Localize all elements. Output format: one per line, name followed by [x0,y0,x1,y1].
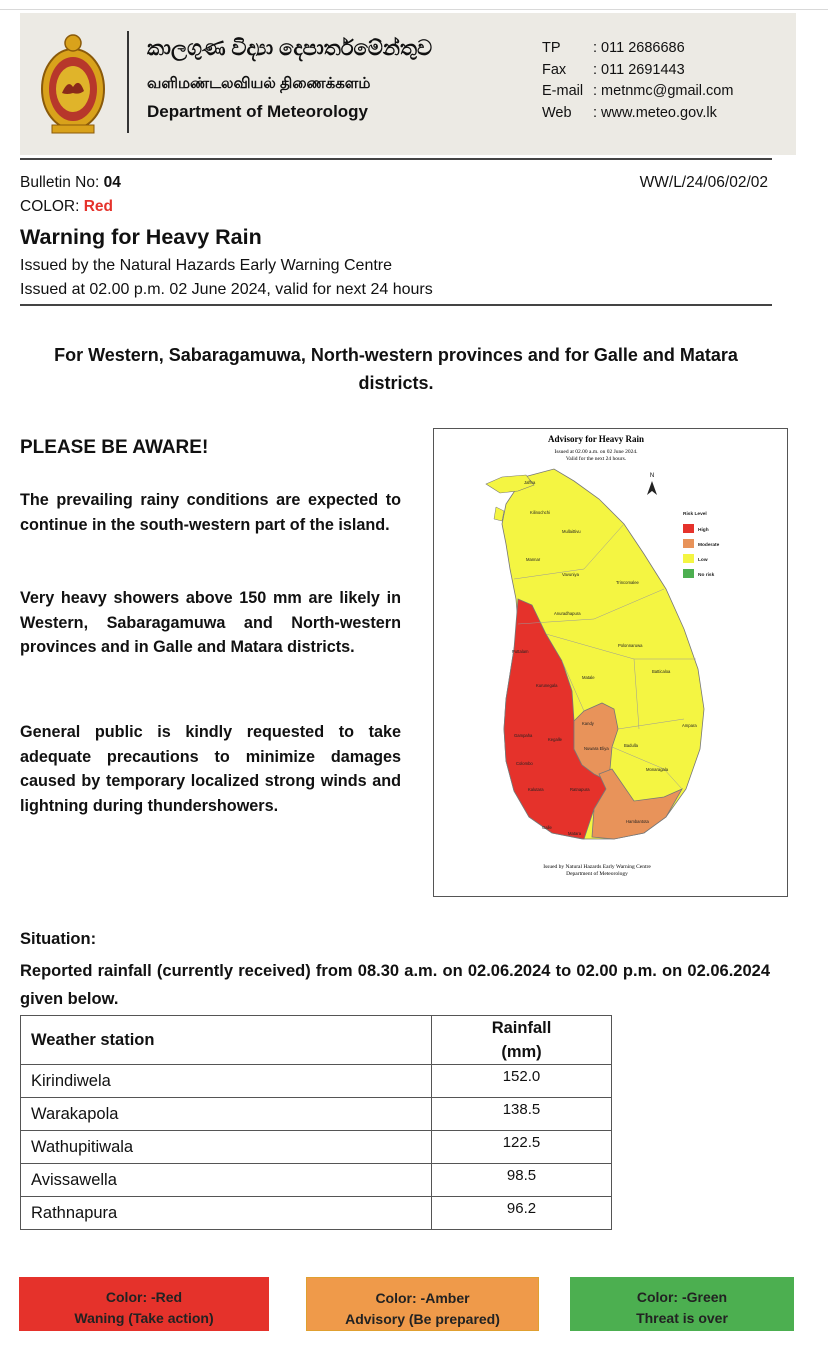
rainfall-table [20,1015,612,1230]
affected-areas: For Western, Sabaragamuwa, North-western provinces and for Galle and Matara districts. [54,345,738,393]
station-cell: Wathupitiwala [21,1131,432,1164]
table-header-row [21,1016,612,1065]
legend-box-title: Color: -Amber [375,1290,470,1306]
district-label: Monaragala [646,767,669,772]
legend-box-text: Waning (Take action) [74,1310,214,1326]
district-label: Matale [582,675,595,680]
risk-legend-title: Risk Level [683,512,707,517]
contact-row [542,38,733,60]
contact-row [542,103,733,125]
table-row [21,1098,612,1131]
map-footer-centre: Issued by Natural Hazards Early Warning Centre [543,864,651,870]
station-cell: Warakapola [21,1098,432,1131]
legend-box-title: Color: -Green [636,1289,728,1305]
table-row [21,1164,612,1197]
district-label: Ampara [682,723,697,728]
header-rule [20,158,772,160]
dept-name-english: Department of Meteorology [147,102,369,121]
bulletin-number-value: 04 [103,174,121,191]
north-arrow-icon [647,481,657,495]
map-title: Advisory for Heavy Rain [547,434,645,444]
meta-rule [20,304,772,306]
district-label: Gampaha [514,733,533,738]
district-label: Batticaloa [652,669,671,674]
district-label: Anuradhapura [554,611,581,616]
legend-box-amber [306,1277,539,1331]
legend-box-red [19,1277,269,1331]
rainfall-cell: 138.5 [432,1098,612,1131]
district-label: Mullaittivu [562,529,581,534]
rainfall-cell: 98.5 [432,1164,612,1197]
paragraph-conditions: The prevailing rainy conditions are expected to continue in the south-western part of the island. [20,491,401,534]
advisory-map-svg [434,429,787,896]
contact-key: Web [542,104,572,121]
dept-name-tamil: வளிமண்டலவியல் திணைக்களம் [147,75,371,92]
district-label: Jaffna [524,480,536,485]
table-row [21,1131,612,1164]
sri-lanka-emblem-icon [40,31,106,141]
map-region-low [494,507,504,521]
rainfall-header-line1: Rainfall [491,1019,552,1037]
legend-box-green [570,1277,794,1331]
risk-label: No risk [698,573,715,578]
dept-name-sinhala: කාලගුණ විද්‍යා දෙපාර්තමේන්තුව [147,37,433,60]
station-cell: Rathnapura [21,1197,432,1230]
rainfall-cell: 152.0 [432,1065,612,1098]
bulletin-color [20,198,113,216]
district-label: Polonnaruwa [618,643,643,648]
bulletin-number [20,174,121,192]
district-label: Ratnapura [570,787,590,792]
rainfall-cell: 96.2 [432,1197,612,1230]
legend-box-title: Color: -Red [105,1289,183,1305]
table-row [21,1197,612,1230]
risk-swatch-low [683,554,694,563]
column-header-rainfall [432,1016,612,1065]
district-label: Colombo [516,761,533,766]
contact-row [542,60,733,82]
table-row [21,1065,612,1098]
issued-at: Issued at 02.00 p.m. 02 June 2024, valid for next 24 hours [20,281,433,298]
contact-row [542,81,733,103]
aware-heading: PLEASE BE AWARE! [20,437,209,458]
district-label: Nuwara Eliya [584,746,609,751]
risk-swatch-moderate [683,539,694,548]
bulletin-reference: WW/L/24/06/02/02 [639,174,768,191]
contact-website[interactable]: : www.meteo.gov.lk [593,104,717,121]
rainfall-header-unit: (mm) [501,1043,542,1061]
issued-by: Issued by the Natural Hazards Early Warning Centre [20,257,393,274]
advisory-map [433,428,788,897]
contact-key: E-mail [542,83,584,99]
contact-fax: : 011 2691443 [593,61,685,78]
situation-text: Reported rainfall (currently received) from 08.30 a.m. on 02.06.2024 to 02.00 p.m. on 02.06.2024 given below. [20,962,770,1008]
bulletin-number-label: Bulletin No: [20,174,104,191]
contact-email[interactable]: : metnmc@gmail.com [593,83,734,99]
contact-phone: : 011 2686686 [593,40,685,56]
district-label: Kurunegala [536,683,558,688]
district-label: Matara [568,831,582,836]
district-label: Badulla [624,743,638,748]
district-label: Kandy [582,721,594,726]
district-label: Kalutara [528,787,544,792]
bulletin-color-value: Red [83,198,114,215]
legend-box-text: Threat is over [636,1310,728,1326]
station-cell: Avissawella [21,1164,432,1197]
bulletin-color-label: COLOR: [20,198,84,215]
contact-block [542,38,733,124]
situation-heading: Situation: [20,930,97,948]
district-label: Kegalle [548,737,562,742]
district-label: Galle [542,825,552,830]
risk-swatch-none [683,569,694,578]
top-divider [0,9,828,10]
column-header-station: Weather station [21,1016,432,1065]
district-label: Kilinochchi [530,510,551,515]
map-issued: Issued at 02.00 a.m. on 02 June 2024. [554,449,638,455]
risk-label: Low [698,558,708,563]
district-label: Trincomalee [616,580,639,585]
header-divider [127,31,129,133]
map-valid: Valid for the next 24 hours. [565,456,627,462]
district-label: Mannar [526,557,541,562]
risk-label: Moderate [698,543,720,548]
letterhead [20,13,796,155]
district-label: Vavuniya [562,572,579,577]
risk-legend [683,511,720,578]
north-label: N [649,473,655,479]
legend-box-text: Advisory (Be prepared) [345,1311,500,1327]
risk-label: High [698,528,709,533]
map-footer-dept: Department of Meteorology [566,871,628,877]
paragraph-precautions: General public is kindly requested to take adequate precautions to minimize damages caused by temporary localized strong winds and lightning during thundershowers. [20,723,401,815]
rainfall-cell: 122.5 [432,1131,612,1164]
district-label: Puttalam [512,649,529,654]
contact-key: TP [542,40,561,56]
warning-title: Warning for Heavy Rain [20,225,262,249]
risk-swatch-high [683,524,694,533]
station-cell: Kirindiwela [21,1065,432,1098]
paragraph-showers: Very heavy showers above 150 mm are likely in Western, Sabaragamuwa and North-western provinces and in Galle and Matara districts. [20,589,401,656]
contact-key: Fax [542,61,567,78]
district-label: Hambantota [626,819,649,824]
